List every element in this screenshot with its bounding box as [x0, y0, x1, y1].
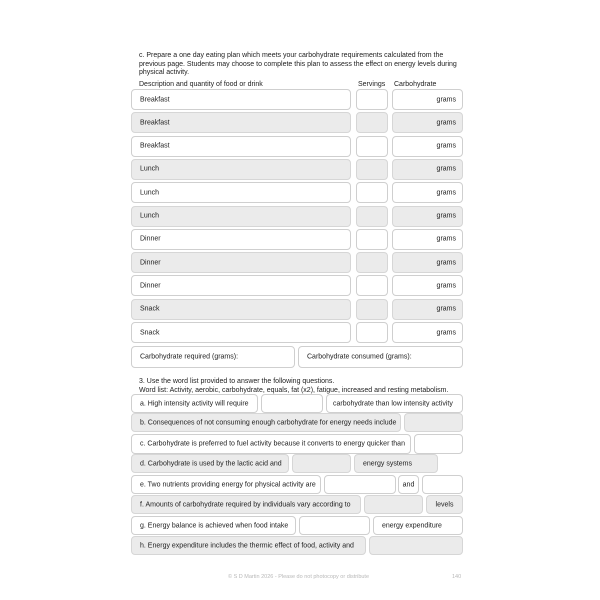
question-e [131, 475, 321, 494]
meal-description-input[interactable] [131, 252, 351, 273]
carbohydrate-input[interactable] [392, 252, 463, 273]
grams-unit-label: grams [436, 119, 456, 127]
word-list: Word list: Activity, aerobic, carbohydrate, equals, fat (x2), fatigue, increased and resting metabolism. [139, 387, 449, 394]
carb-consumed-field[interactable] [298, 346, 463, 368]
meal-description-input[interactable] [131, 322, 351, 343]
meal-label: Dinner [140, 259, 161, 267]
meal-label: Lunch [140, 189, 160, 197]
servings-input[interactable] [356, 322, 388, 343]
question-c-text: c. Carbohydrate is preferred to fuel activity because it converts to energy quicker than [140, 440, 405, 448]
servings-input[interactable] [356, 182, 388, 203]
instructions-c: c. Prepare a one day eating plan which meets your carbohydrate requirements calculated from the previous page. Students may choose to complete this plan to assess the effect on energy levels during physical activity. [139, 52, 457, 77]
copyright-footer: © S D Martin 2026 - Please do not photocopy or distribute [228, 574, 370, 580]
question-g-tail [373, 516, 463, 535]
question-3-heading [139, 377, 469, 395]
answer-e2-input[interactable] [422, 475, 463, 494]
carbohydrate-input[interactable] [392, 89, 463, 110]
meal-description-input[interactable] [131, 159, 351, 180]
question-g [131, 516, 296, 535]
question-a-after: carbohydrate than low intensity activity [333, 400, 453, 407]
grams-unit-label: grams [436, 305, 456, 313]
question-d-after: energy systems [363, 460, 413, 467]
meal-label: Lunch [140, 212, 160, 220]
meal-description-input[interactable] [131, 275, 351, 296]
carbohydrate-input[interactable] [392, 229, 463, 250]
servings-input[interactable] [356, 252, 388, 273]
question-g-after: energy expenditure [382, 522, 442, 529]
question-h [131, 536, 366, 555]
question-c [131, 434, 411, 454]
grams-unit-label: grams [436, 329, 456, 336]
question-b-text: b. Consequences of not consuming enough carbohydrate for energy needs include [140, 419, 397, 426]
answer-e1-input[interactable] [324, 475, 396, 494]
carbohydrate-input[interactable] [392, 159, 463, 180]
grams-unit-label: grams [436, 235, 456, 243]
carbohydrate-input[interactable] [392, 275, 463, 296]
grams-unit-label: grams [436, 189, 456, 197]
answer-a-input[interactable] [261, 394, 323, 413]
carb-required-label: Carbohydrate required (grams): [140, 353, 239, 361]
question-f [131, 495, 361, 514]
page-number: 140 [452, 574, 462, 580]
servings-input[interactable] [356, 136, 388, 157]
grams-unit-label: grams [436, 282, 456, 290]
servings-input[interactable] [356, 89, 388, 110]
header-servings: Servings [358, 81, 386, 88]
carbohydrate-input[interactable] [392, 206, 463, 227]
carb-consumed-label: Carbohydrate consumed (grams): [307, 353, 412, 361]
meal-label: Lunch [140, 165, 160, 173]
carbohydrate-input[interactable] [392, 322, 463, 343]
question-a [131, 394, 258, 413]
meal-label: Breakfast [140, 119, 170, 127]
meal-label: Dinner [140, 235, 161, 243]
servings-input[interactable] [356, 112, 388, 133]
question-a-text: a. High intensity activity will require [140, 400, 249, 407]
servings-input[interactable] [356, 299, 388, 320]
question-e-and [398, 475, 419, 494]
servings-input[interactable] [356, 275, 388, 296]
carb-required-field[interactable] [131, 346, 295, 368]
meal-description-input[interactable] [131, 112, 351, 133]
meal-label: Dinner [140, 282, 161, 290]
meal-description-input[interactable] [131, 136, 351, 157]
grams-unit-label: grams [436, 259, 456, 267]
question-d-tail [354, 454, 438, 473]
header-description: Description and quantity of food or drink [139, 81, 263, 88]
grams-unit-label: grams [436, 165, 456, 173]
answer-g-input[interactable] [299, 516, 370, 535]
question-e-text: e. Two nutrients providing energy for physical activity are [140, 481, 316, 488]
question-f-tail [426, 495, 463, 514]
question-f-after: levels [435, 501, 454, 508]
carbohydrate-input[interactable] [392, 112, 463, 133]
carbohydrate-input[interactable] [392, 136, 463, 157]
question-f-text: f. Amounts of carbohydrate required by individuals vary according to [140, 501, 351, 508]
question-d [131, 454, 289, 473]
meal-description-input[interactable] [131, 299, 351, 320]
meal-label: Snack [140, 329, 160, 336]
grams-unit-label: grams [436, 212, 456, 220]
answer-b-input[interactable] [404, 413, 463, 432]
meal-description-input[interactable] [131, 206, 351, 227]
meal-description-input[interactable] [131, 229, 351, 250]
answer-c-input[interactable] [414, 434, 463, 454]
question-h-text: h. Energy expenditure includes the thermic effect of food, activity and [140, 542, 354, 549]
servings-input[interactable] [356, 159, 388, 180]
answer-d-input[interactable] [292, 454, 351, 473]
header-carbohydrate: Carbohydrate [394, 81, 437, 88]
servings-input[interactable] [356, 229, 388, 250]
meal-label: Breakfast [140, 142, 170, 150]
question-b [131, 413, 401, 432]
question-a-tail [326, 394, 463, 413]
question-d-text: d. Carbohydrate is used by the lactic acid and [140, 460, 282, 467]
question-3-title: 3. Use the word list provided to answer the following questions. [139, 378, 335, 385]
grams-unit-label: grams [436, 96, 456, 103]
carbohydrate-input[interactable] [392, 299, 463, 320]
carbohydrate-input[interactable] [392, 182, 463, 203]
meal-label: Snack [140, 305, 160, 313]
meal-description-input[interactable] [131, 89, 351, 110]
grams-unit-label: grams [436, 142, 456, 150]
question-g-text: g. Energy balance is achieved when food intake [140, 522, 289, 529]
answer-f-input[interactable] [364, 495, 423, 514]
answer-h-input[interactable] [369, 536, 463, 555]
meal-description-input[interactable] [131, 182, 351, 203]
servings-input[interactable] [356, 206, 388, 227]
meal-label: Breakfast [140, 96, 170, 103]
question-e-and-text: and [402, 481, 415, 488]
